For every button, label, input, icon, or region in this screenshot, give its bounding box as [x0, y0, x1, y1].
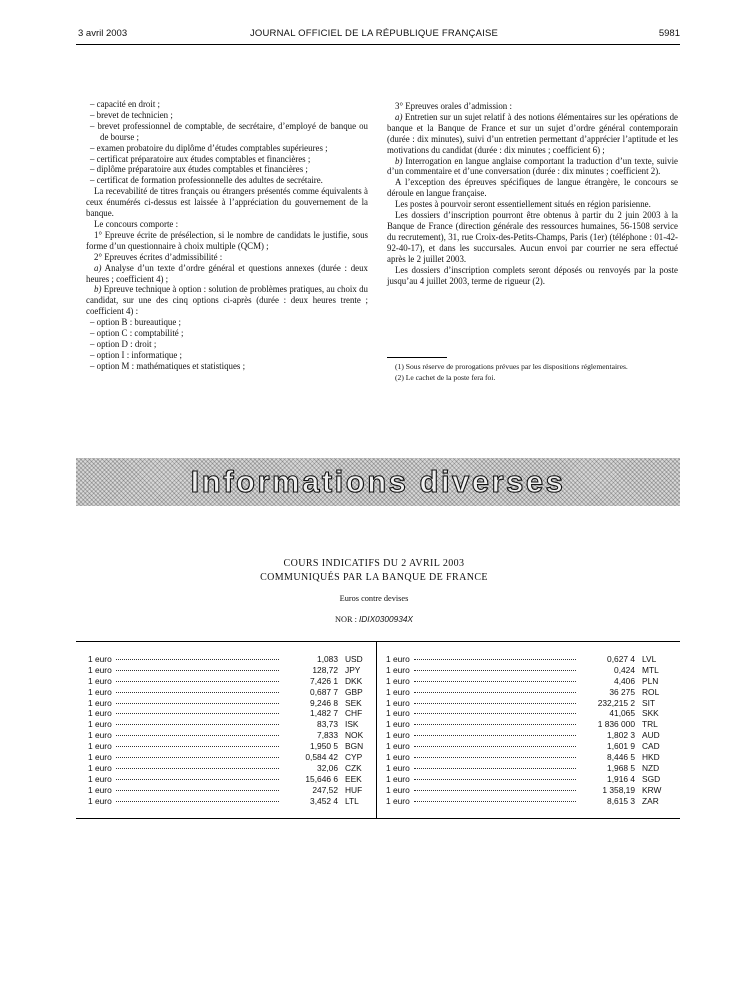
rate-row: [386, 763, 668, 774]
rate-value: 36 275: [609, 686, 635, 697]
header-date: 3 avril 2003: [78, 28, 128, 39]
rate-unit: 1 euro: [88, 697, 112, 708]
rate-unit: 1 euro: [386, 773, 410, 784]
rate-unit: 1 euro: [386, 654, 410, 664]
rates-subtitle: Euros contre devises: [339, 594, 409, 603]
rate-value: 3,452 4: [310, 795, 338, 806]
rate-row: [88, 752, 371, 763]
dot-leader: [414, 692, 576, 693]
currency-code: SGD: [642, 773, 661, 784]
dot-leader: [414, 779, 576, 780]
paragraph: [86, 154, 368, 165]
rate-unit: 1 euro: [386, 719, 410, 730]
paragraph: [86, 164, 368, 175]
header-page-number: 5981: [658, 28, 680, 39]
paragraph: [86, 252, 368, 263]
paragraph: [86, 143, 368, 154]
exchange-rates-table: [76, 641, 680, 819]
paragraph: [86, 175, 368, 186]
rate-value: 15,646 6: [305, 773, 338, 784]
rate-row: [386, 698, 668, 709]
dot-leader: [414, 790, 576, 791]
rate-value: 247,52: [312, 784, 338, 795]
currency-code: MTL: [642, 664, 659, 675]
paragraph: [86, 263, 368, 285]
rate-row: [386, 687, 668, 698]
paragraph-lead: b): [395, 155, 403, 166]
rate-row: [88, 654, 371, 665]
rate-row: [386, 796, 668, 807]
currency-code: CZK: [345, 762, 362, 773]
rate-unit: 1 euro: [386, 675, 410, 686]
currency-code: BGN: [345, 741, 364, 752]
paragraph: [387, 156, 678, 178]
rate-unit: 1 euro: [386, 795, 410, 806]
dot-leader: [414, 670, 576, 671]
rate-value: 0,584 42: [305, 752, 338, 763]
paragraph: [387, 101, 678, 112]
paragraph-text: Les postes à pourvoir seront essentiellement situés en région parisienne.: [395, 199, 651, 210]
currency-code: HUF: [345, 784, 363, 795]
paragraph-text: Les dossiers d’inscription complets seront déposés ou renvoyés par la poste jusqu’au 4 juillet 2003, terme de rigueur (2).: [387, 264, 678, 286]
paragraph: [387, 177, 678, 199]
rates-left-column: [88, 654, 371, 806]
dot-leader: [116, 757, 279, 758]
paragraph-text: – option C : comptabilité ;: [90, 328, 184, 339]
rate-value: 0,424: [614, 664, 635, 675]
dot-leader: [116, 681, 279, 682]
paragraph-text: – option B : bureautique ;: [90, 317, 181, 328]
rate-row: [88, 785, 371, 796]
rate-value: 83,73: [317, 719, 338, 730]
rate-unit: 1 euro: [386, 752, 410, 763]
paragraph-text: – capacité en droit ;: [90, 99, 160, 109]
dot-leader: [116, 768, 279, 769]
rate-row: [88, 741, 371, 752]
currency-code: KRW: [642, 784, 662, 795]
paragraph: [86, 230, 368, 252]
dot-leader: [116, 779, 279, 780]
dot-leader: [116, 724, 279, 725]
rate-row: [88, 665, 371, 676]
paragraph-text: – diplôme préparatoire aux études comptables et financières ;: [90, 164, 308, 175]
paragraph-text: – examen probatoire du diplôme d’études comptables supérieures ;: [90, 142, 328, 153]
dot-leader: [414, 681, 576, 682]
page-header: [0, 24, 748, 40]
table-divider: [376, 642, 377, 818]
rates-title-2: COMMUNIQUÉS PAR LA BANQUE DE FRANCE: [260, 572, 488, 583]
paragraph-text: 3° Epreuves orales d’admission :: [395, 101, 512, 111]
rate-row: [386, 676, 668, 687]
rate-row: [88, 698, 371, 709]
paragraph: [86, 339, 368, 350]
dot-leader: [414, 713, 576, 714]
currency-code: AUD: [642, 730, 660, 741]
rate-row: [386, 654, 668, 665]
rate-unit: 1 euro: [386, 784, 410, 795]
rate-unit: 1 euro: [386, 762, 410, 773]
currency-code: LTL: [345, 795, 359, 806]
currency-code: TRL: [642, 719, 658, 730]
paragraph: [387, 112, 678, 156]
footnote-rule: [387, 357, 447, 358]
nor-reference: [0, 614, 748, 624]
rate-value: 9,246 8: [310, 697, 338, 708]
paragraph-text: – brevet professionnel de comptable, de secrétaire, d’employé de banque ou de bourse ;: [90, 120, 368, 142]
rate-value: 7,833: [317, 730, 338, 741]
rates-right-column: [386, 654, 668, 806]
rate-row: [386, 741, 668, 752]
currency-code: SEK: [345, 697, 362, 708]
rate-row: [386, 719, 668, 730]
rate-row: [88, 796, 371, 807]
rate-unit: 1 euro: [88, 654, 112, 664]
rate-unit: 1 euro: [386, 664, 410, 675]
currency-code: EEK: [345, 773, 362, 784]
dot-leader: [414, 659, 576, 660]
currency-code: ISK: [345, 719, 359, 730]
paragraph-text: 1° Epreuve écrite de présélection, si le nombre de candidats le justifie, sous forme d’un questionnaire à choix multiple (QCM) ;: [86, 229, 368, 251]
dot-leader: [116, 670, 279, 671]
rate-unit: 1 euro: [88, 686, 112, 697]
right-text-column: [387, 101, 678, 286]
paragraph-text: – certificat préparatoire aux études comptables et financières ;: [90, 153, 311, 164]
dot-leader: [116, 692, 279, 693]
currency-code: ROL: [642, 686, 660, 697]
rate-row: [88, 730, 371, 741]
rate-value: 128,72: [312, 664, 338, 675]
paragraph-text: – option I : informatique ;: [90, 349, 182, 360]
rate-unit: 1 euro: [88, 730, 112, 741]
currency-code: NOK: [345, 730, 364, 741]
dot-leader: [116, 703, 279, 704]
dot-leader: [414, 757, 576, 758]
currency-code: DKK: [345, 675, 363, 686]
dot-leader: [414, 746, 576, 747]
rate-unit: 1 euro: [386, 741, 410, 752]
paragraph-text: – brevet de technicien ;: [90, 109, 173, 120]
paragraph-lead: a): [94, 262, 102, 273]
rate-row: [386, 752, 668, 763]
nor-code: IDIX0300934X: [359, 614, 413, 624]
paragraph: [86, 99, 368, 110]
currency-code: CHF: [345, 708, 363, 719]
rate-value: 1,968 5: [607, 762, 635, 773]
dot-leader: [414, 801, 576, 802]
rate-value: 1 836 000: [597, 719, 635, 730]
rate-unit: 1 euro: [88, 795, 112, 806]
paragraph: [387, 199, 678, 210]
currency-code: PLN: [642, 675, 659, 686]
rate-value: 8,615 3: [607, 795, 635, 806]
footnote-2: (2) Le cachet de la poste fera foi.: [395, 373, 496, 383]
rate-value: 232,215 2: [597, 697, 635, 708]
paragraph: [86, 121, 368, 143]
rate-value: 1,601 9: [607, 741, 635, 752]
paragraph-text: 2° Epreuves écrites d’admissibilité :: [94, 251, 223, 262]
rate-unit: 1 euro: [386, 686, 410, 697]
rate-value: 0,687 7: [310, 686, 338, 697]
paragraph: [86, 186, 368, 219]
paragraph-text: A l’exception des épreuves spécifiques de langue étrangère, le concours se déroule en langue française.: [387, 177, 678, 199]
rate-value: 1 358,19: [602, 784, 635, 795]
rate-row: [88, 774, 371, 785]
rate-value: 7,426 1: [310, 675, 338, 686]
paragraph-lead: a): [395, 111, 403, 122]
paragraph: [86, 219, 368, 230]
rate-unit: 1 euro: [88, 719, 112, 730]
currency-code: USD: [345, 654, 363, 664]
rate-value: 4,406: [614, 675, 635, 686]
rate-row: [88, 708, 371, 719]
paragraph-text: Analyse d’un texte d’ordre général et questions annexes (durée : deux heures ; coefficient 4) ;: [86, 262, 368, 284]
currency-code: CYP: [345, 752, 363, 763]
paragraph: [86, 328, 368, 339]
currency-code: GBP: [345, 686, 363, 697]
rate-unit: 1 euro: [386, 697, 410, 708]
rate-unit: 1 euro: [88, 752, 112, 763]
dot-leader: [414, 768, 576, 769]
rate-unit: 1 euro: [386, 708, 410, 719]
currency-code: HKD: [642, 752, 660, 763]
section-banner: [76, 458, 680, 506]
paragraph: [387, 265, 678, 287]
currency-code: CAD: [642, 741, 660, 752]
rate-value: 1,083: [317, 654, 338, 664]
rate-unit: 1 euro: [386, 730, 410, 741]
rate-row: [386, 708, 668, 719]
paragraph: [86, 284, 368, 317]
paragraph-text: Interrogation en langue anglaise comportant la traduction d’un texte, suivie d’un commentaire et d’une conversation (durée : dix minutes ; coefficient 2).: [387, 155, 678, 177]
rate-unit: 1 euro: [88, 784, 112, 795]
rate-row: [386, 665, 668, 676]
rate-value: 32,06: [317, 762, 338, 773]
currency-code: ZAR: [642, 795, 659, 806]
rate-value: 1,802 3: [607, 730, 635, 741]
paragraph-text: La recevabilité de titres français ou étrangers présentés comme équivalents à ceux énumérés ci-dessus est laissée à l’appréciation du gouvernement de la banque.: [86, 186, 368, 219]
rate-unit: 1 euro: [88, 762, 112, 773]
paragraph-text: Epreuve technique à option : solution de problèmes pratiques, au choix du candidat, sur une des cinq options ci-après (durée : deux heures trente ; coefficient 4) :: [86, 284, 368, 317]
dot-leader: [116, 659, 279, 660]
rate-row: [386, 774, 668, 785]
header-rule: [76, 44, 680, 45]
paragraph: [86, 361, 368, 372]
rate-value: 41,065: [609, 708, 635, 719]
paragraph-text: – option D : droit ;: [90, 338, 157, 349]
dot-leader: [414, 724, 576, 725]
paragraph: [86, 350, 368, 361]
paragraph-text: Les dossiers d’inscription pourront être obtenus à partir du 2 juin 2003 à la Banque de France (direction générale des ressources humaines, 56-1508 service du recrutement), 31, rue Croix-des-Petits-Champs, Paris (1er) (téléphone : 01-42-92-40-17), et dans les succursales. Aucun envoi par courrier ne sera effectué après le 2 juillet 2003.: [387, 210, 678, 264]
dot-leader: [116, 790, 279, 791]
footnotes: [387, 362, 678, 382]
currency-code: JPY: [345, 664, 361, 675]
dot-leader: [116, 746, 279, 747]
rate-value: 1,482 7: [310, 708, 338, 719]
dot-leader: [414, 703, 576, 704]
rate-unit: 1 euro: [88, 741, 112, 752]
dot-leader: [116, 801, 279, 802]
paragraph-text: Le concours comporte :: [94, 218, 179, 229]
section-banner-title: Informations diverses: [190, 464, 566, 499]
rate-value: 8,446 5: [607, 752, 635, 763]
footnote-1: (1) Sous réserve de prorogations prévues par les dispositions réglementaires.: [395, 362, 628, 371]
left-text-column: [86, 99, 368, 372]
rate-unit: 1 euro: [88, 664, 112, 675]
paragraph: [387, 210, 678, 265]
dot-leader: [116, 713, 279, 714]
paragraph: [86, 110, 368, 121]
rate-unit: 1 euro: [88, 708, 112, 719]
rate-value: 1,950 5: [310, 741, 338, 752]
rate-value: 1,916 4: [607, 773, 635, 784]
paragraph-text: – certificat de formation professionnelle des adultes de secrétaire.: [90, 175, 323, 186]
dot-leader: [414, 735, 576, 736]
currency-code: NZD: [642, 762, 660, 773]
header-journal-title: JOURNAL OFFICIEL DE LA RÉPUBLIQUE FRANÇAISE: [249, 28, 499, 39]
rate-row: [386, 730, 668, 741]
currency-code: SIT: [642, 697, 656, 708]
paragraph-text: – option M : mathématiques et statistiques ;: [90, 360, 246, 371]
paragraph-text: Entretien sur un sujet relatif à des notions élémentaires sur les opérations de banque et la Banque de France et sur un sujet d’ordre général contemporain (durée : dix minutes), suivi d’un entretien permettant d’apprécier l’aptitude et les motivations du candidat (durée : dix minutes ; coefficient 6) ;: [387, 111, 678, 155]
nor-label: NOR :: [335, 615, 357, 624]
rates-title-1: COURS INDICATIFS DU 2 AVRIL 2003: [283, 558, 465, 569]
rate-value: 0,627 4: [607, 654, 635, 664]
currency-code: LVL: [642, 654, 657, 664]
rate-row: [88, 763, 371, 774]
currency-code: SKK: [642, 708, 659, 719]
rate-row: [386, 785, 668, 796]
paragraph-lead: b): [94, 284, 102, 295]
rate-row: [88, 676, 371, 687]
dot-leader: [116, 735, 279, 736]
rate-unit: 1 euro: [88, 675, 112, 686]
rate-unit: 1 euro: [88, 773, 112, 784]
rate-row: [88, 719, 371, 730]
rate-row: [88, 687, 371, 698]
paragraph: [86, 317, 368, 328]
